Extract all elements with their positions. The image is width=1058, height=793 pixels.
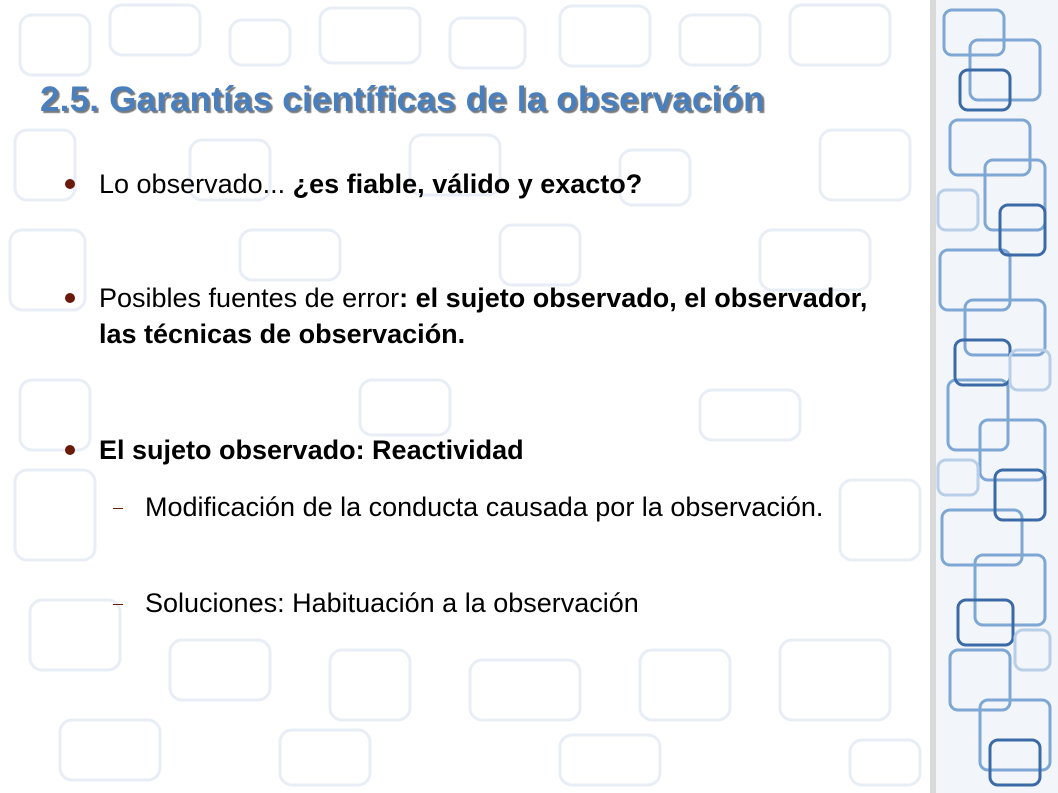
bullet-text-bold: : el sujeto observado, el observador, las técnicas de observación.	[99, 283, 868, 349]
bullet-item	[99, 166, 899, 202]
bullet-dot-icon	[65, 179, 75, 189]
subbullet-text: Modificación de la conducta causada por la observación.	[145, 492, 824, 522]
dash-bullet-icon	[113, 604, 123, 605]
subbullet-text: Soluciones: Habituación a la observación	[145, 588, 639, 618]
bullet-item	[99, 280, 899, 352]
bullet-text-bold: El sujeto observado: Reactividad	[99, 435, 524, 465]
bullet-text: Lo observado...	[99, 169, 293, 199]
subbullet-item	[145, 585, 845, 621]
bullet-dot-icon	[65, 293, 75, 303]
bullet-text-bold: ¿es fiable, válido y exacto?	[292, 169, 643, 199]
bullet-dot-icon	[65, 445, 75, 455]
bullet-item	[99, 432, 899, 468]
dash-bullet-icon	[113, 508, 123, 509]
slide-title: 2.5. Garantías científicas de la observación	[40, 80, 765, 119]
bullet-text: Posibles fuentes de error	[99, 283, 400, 313]
subbullet-item	[145, 489, 845, 525]
decorative-right-border	[930, 0, 1058, 793]
